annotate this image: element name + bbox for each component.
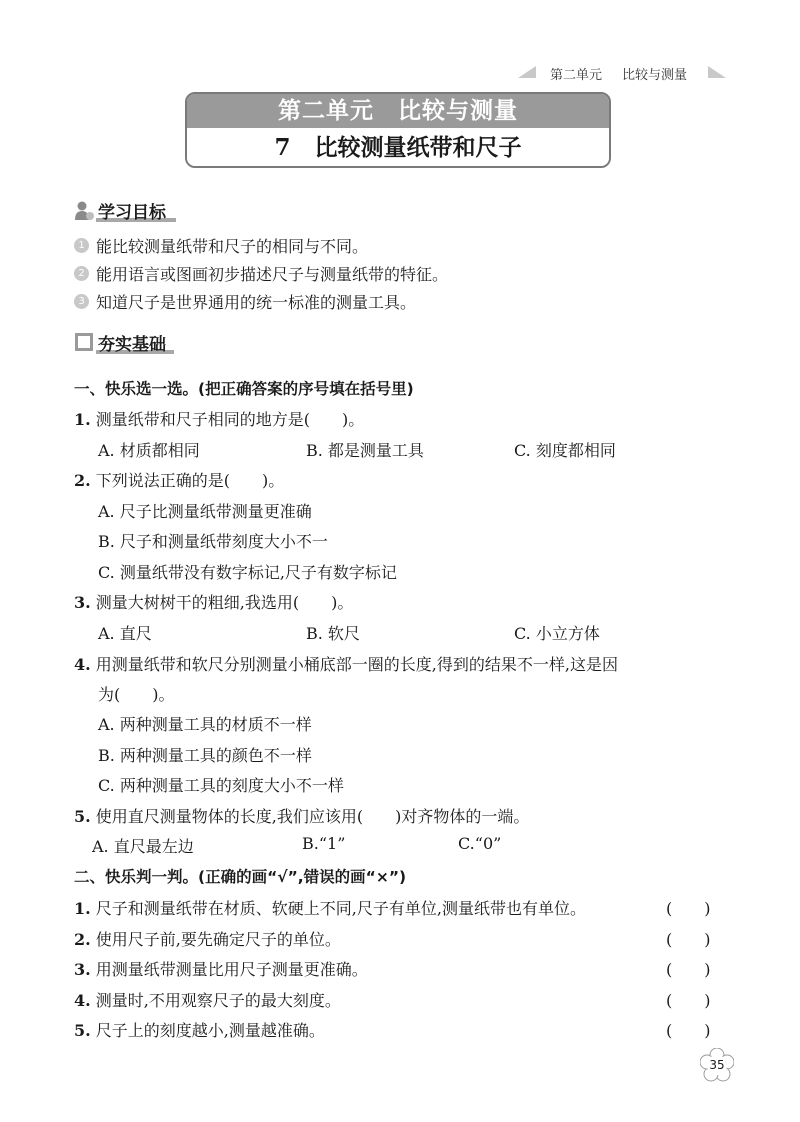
- judge-item-3-text: 用测量纸带测量比用尺子测量更准确。: [95, 960, 368, 979]
- judge-item-2-number: 2.: [74, 930, 91, 949]
- goals-heading: 学习目标: [98, 203, 166, 223]
- q3-option-a: A. 直尺: [98, 624, 152, 643]
- page-number: 35: [709, 1058, 725, 1072]
- question-3: [74, 590, 353, 613]
- goal-number-1: 1: [74, 238, 89, 253]
- q5-option-c: C.“0”: [458, 834, 502, 853]
- header-unit: 第二单元: [550, 68, 603, 83]
- person-icon: [74, 200, 96, 222]
- question-4-stem: 用测量纸带和软尺分别测量小桶底部一圈的长度,得到的结果不一样,这是因: [95, 655, 618, 674]
- header-left-triangle-icon: [518, 66, 536, 78]
- basics-heading: 夯实基础: [98, 335, 166, 355]
- judge-item-5-number: 5.: [74, 1021, 91, 1040]
- question-4-number: 4.: [74, 655, 91, 674]
- q1-option-c: C. 刻度都相同: [514, 441, 616, 460]
- question-2-stem: 下列说法正确的是( )。: [95, 471, 285, 490]
- question-1-stem: 测量纸带和尺子相同的地方是( )。: [95, 410, 365, 429]
- goal-item-2: 能用语言或图画初步描述尺子与测量纸带的特征。: [96, 265, 449, 284]
- part1-title: 一、快乐选一选。(把正确答案的序号填在括号里): [74, 380, 414, 398]
- judge-item-3: [74, 957, 368, 980]
- judge-item-4-number: 4.: [74, 991, 91, 1010]
- judge-item-1-text: 尺子和测量纸带在材质、软硬上不同,尺子有单位,测量纸带也有单位。: [95, 899, 586, 918]
- q4-option-c: C. 两种测量工具的刻度大小不一样: [98, 776, 344, 795]
- question-5-number: 5.: [74, 807, 91, 826]
- question-1: [74, 407, 364, 430]
- judge-answer-blank-4[interactable]: ( ): [666, 991, 711, 1010]
- judge-item-4: [74, 988, 341, 1011]
- q2-option-b: B. 尺子和测量纸带刻度大小不一: [98, 532, 328, 551]
- judge-item-5-text: 尺子上的刻度越小,测量越准确。: [95, 1021, 325, 1040]
- question-2: [74, 468, 284, 491]
- judge-item-1: [74, 896, 586, 919]
- lesson-title-box: [185, 92, 611, 168]
- q5-option-b: B.“1”: [302, 834, 346, 853]
- q1-option-a: A. 材质都相同: [98, 441, 200, 460]
- header-topic: 比较与测量: [622, 68, 688, 83]
- question-1-number: 1.: [74, 410, 91, 429]
- lesson-title: [187, 128, 609, 168]
- running-header: [510, 62, 730, 84]
- q3-option-c: C. 小立方体: [514, 624, 600, 643]
- q1-option-b: B. 都是测量工具: [306, 441, 424, 460]
- judge-item-5: [74, 1018, 325, 1041]
- goal-item-3: 知道尺子是世界通用的统一标准的测量工具。: [96, 293, 417, 312]
- unit-label: 第二单元: [278, 97, 374, 124]
- q5-option-a: A. 直尺最左边: [92, 837, 194, 856]
- book-icon: [74, 331, 96, 353]
- unit-title-banner: [187, 94, 609, 128]
- header-right-triangle-icon: [708, 66, 726, 78]
- unit-topic: 比较与测量: [398, 97, 518, 124]
- basics-section-header: [74, 330, 204, 356]
- question-4: [74, 652, 618, 675]
- goals-section-header: [74, 198, 204, 224]
- judge-item-4-text: 测量时,不用观察尺子的最大刻度。: [95, 991, 341, 1010]
- question-5-stem: 使用直尺测量物体的长度,我们应该用( )对齐物体的一端。: [95, 807, 530, 826]
- question-3-number: 3.: [74, 593, 91, 612]
- goal-number-2: 2: [74, 266, 89, 281]
- question-4-stem-cont: 为( )。: [98, 685, 175, 704]
- judge-item-2: [74, 927, 341, 950]
- judge-answer-blank-5[interactable]: ( ): [666, 1021, 711, 1040]
- part2-title: 二、快乐判一判。(正确的画“√”,错误的画“×”): [74, 868, 407, 886]
- page-number-badge: [700, 1048, 734, 1082]
- judge-answer-blank-2[interactable]: ( ): [666, 930, 711, 949]
- judge-item-2-text: 使用尺子前,要先确定尺子的单位。: [95, 930, 341, 949]
- q4-option-b: B. 两种测量工具的颜色不一样: [98, 746, 312, 765]
- q4-option-a: A. 两种测量工具的材质不一样: [98, 715, 312, 734]
- lesson-number: 7: [274, 134, 291, 161]
- q3-option-b: B. 软尺: [306, 624, 360, 643]
- goal-item-1: 能比较测量纸带和尺子的相同与不同。: [96, 237, 369, 256]
- goal-number-3: 3: [74, 294, 89, 309]
- judge-answer-blank-3[interactable]: ( ): [666, 960, 711, 979]
- q2-option-a: A. 尺子比测量纸带测量更准确: [98, 502, 312, 521]
- lesson-title-text: 比较测量纸带和尺子: [314, 134, 522, 161]
- question-5: [74, 804, 529, 827]
- question-3-stem: 测量大树树干的粗细,我选用( )。: [95, 593, 354, 612]
- judge-item-3-number: 3.: [74, 960, 91, 979]
- judge-answer-blank-1[interactable]: ( ): [666, 899, 711, 918]
- q2-option-c: C. 测量纸带没有数字标记,尺子有数字标记: [98, 563, 397, 582]
- question-2-number: 2.: [74, 471, 91, 490]
- judge-item-1-number: 1.: [74, 899, 91, 918]
